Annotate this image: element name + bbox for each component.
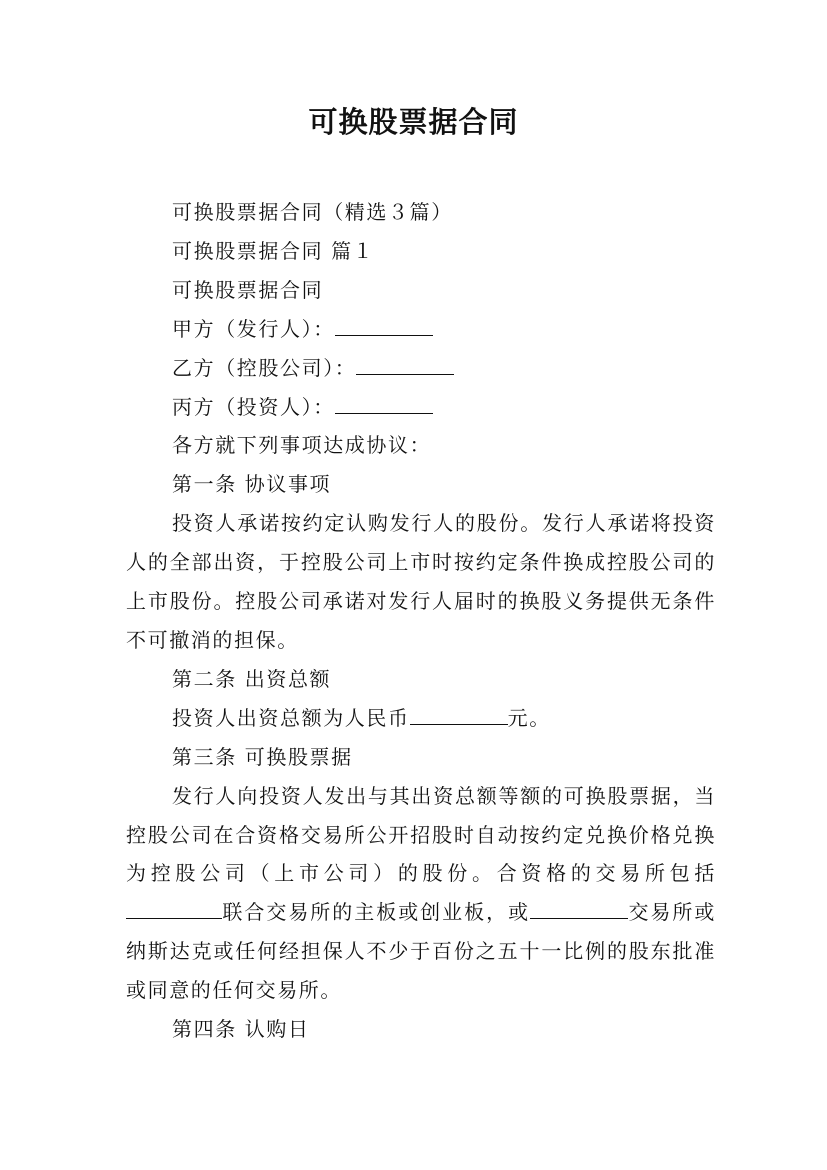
article1-text: 投资人承诺按约定认购发行人的股份。发行人承诺将投资人的全部出资，于控股公司上市时按约定条件换成控股公司的上市股份。控股公司承诺对发行人届时的换股义务提供无条件不可撤消的担保。 bbox=[126, 511, 716, 652]
article2-line bbox=[126, 699, 716, 738]
article4-title: 第四条 认购日 bbox=[172, 1017, 310, 1042]
party-c-label: 丙方（投资人）： bbox=[172, 394, 335, 419]
party-b-blank bbox=[356, 352, 454, 375]
party-c-blank bbox=[335, 391, 433, 414]
article2-text-after: 元。 bbox=[507, 705, 551, 730]
article3-text-part3: 交易所或纳斯达克或任何经担保人不少于百份之五十一比例的股东批准或同意的任何交易所。 bbox=[126, 900, 716, 1003]
agreement-intro: 各方就下列事项达成协议： bbox=[172, 433, 432, 458]
contract-name: 可换股票据合同 bbox=[172, 277, 324, 302]
party-a-line bbox=[126, 310, 716, 349]
article2-text-before: 投资人出资总额为人民币 bbox=[172, 705, 410, 730]
party-b-label: 乙方（控股公司）： bbox=[172, 355, 357, 380]
article2-title: 第二条 出资总额 bbox=[172, 666, 332, 691]
article3-text bbox=[126, 777, 716, 1010]
document-body bbox=[126, 193, 716, 1049]
article1-title: 第一条 协议事项 bbox=[172, 472, 332, 497]
amount-blank bbox=[410, 702, 508, 725]
document-title: 可换股票据合同 bbox=[308, 105, 519, 139]
party-a-label: 甲方（发行人）： bbox=[172, 316, 335, 341]
article3-title: 第三条 可换股票据 bbox=[172, 744, 353, 769]
exchange-blank-2 bbox=[530, 896, 628, 919]
subtitle: 可换股票据合同（精选３篇） bbox=[172, 200, 453, 224]
party-a-blank bbox=[335, 313, 433, 336]
section-heading: 可换股票据合同 篇１ bbox=[172, 238, 375, 263]
party-b-line bbox=[126, 349, 716, 388]
exchange-blank-1 bbox=[126, 896, 222, 919]
party-c-line bbox=[126, 388, 716, 427]
article3-text-part2: 联合交易所的主板或创业板，或 bbox=[222, 900, 531, 925]
article3-text-part1: 发行人向投资人发出与其出资总额等额的可换股票据，当控股公司在合资格交易所公开招股时自动按约定兑换价格兑换为控股公司（上市公司）的股份。合资格的交易所包括 bbox=[126, 783, 716, 886]
